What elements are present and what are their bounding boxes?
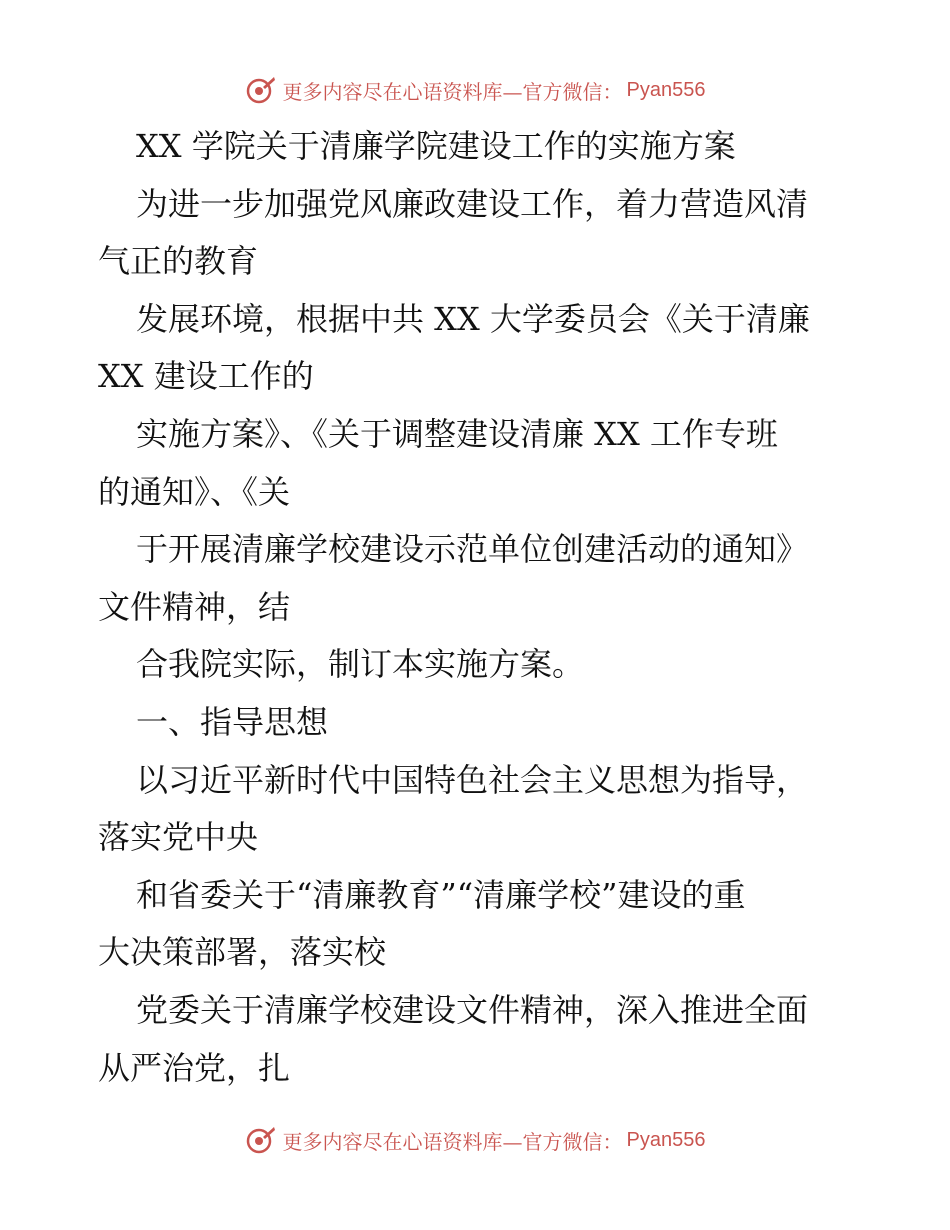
watermark-account: Pyan556: [626, 78, 706, 101]
doc-line: 从严治党，扎: [98, 1048, 291, 1087]
doc-line: 以习近平新时代中国特色社会主义思想为指导，: [136, 760, 809, 799]
watermark-account: Pyan556: [626, 1128, 706, 1151]
pen-logo-icon: [245, 74, 277, 106]
doc-line: 发展环境，根据中共 XX 大学委员会《关于清廉: [136, 299, 810, 338]
doc-line: 气正的教育: [98, 242, 259, 281]
watermark-text: 更多内容尽在心语资料库—官方微信：: [282, 1129, 623, 1154]
doc-line: 的通知》、《关: [98, 472, 291, 511]
document-body: [98, 118, 858, 1097]
doc-line: 文件精神，结: [98, 587, 291, 626]
doc-line: 党委关于清廉学校建设文件精神，深入推进全面: [136, 990, 809, 1029]
watermark-header: [0, 72, 950, 108]
doc-line: 和省委关于“清廉教育”“清廉学校”建设的重: [136, 875, 746, 914]
pen-logo-icon: [245, 1124, 277, 1156]
doc-line: 为进一步加强党风廉政建设工作，着力营造风清: [136, 184, 809, 223]
doc-line: 大决策部署，落实校: [98, 933, 387, 972]
watermark-footer: [0, 1122, 950, 1158]
doc-line: 实施方案》、《关于调整建设清廉 XX 工作专班: [136, 414, 778, 453]
doc-line: 落实党中央: [98, 818, 259, 857]
doc-line: XX 建设工作的: [98, 357, 314, 396]
doc-line: 合我院实际，制订本实施方案。: [136, 645, 585, 684]
doc-line: 于开展清廉学校建设示范单位创建活动的通知》: [136, 530, 809, 569]
doc-title: XX 学院关于清廉学院建设工作的实施方案: [136, 127, 736, 165]
watermark-text: 更多内容尽在心语资料库—官方微信：: [282, 79, 623, 104]
section-heading: 一、指导思想: [136, 702, 329, 741]
